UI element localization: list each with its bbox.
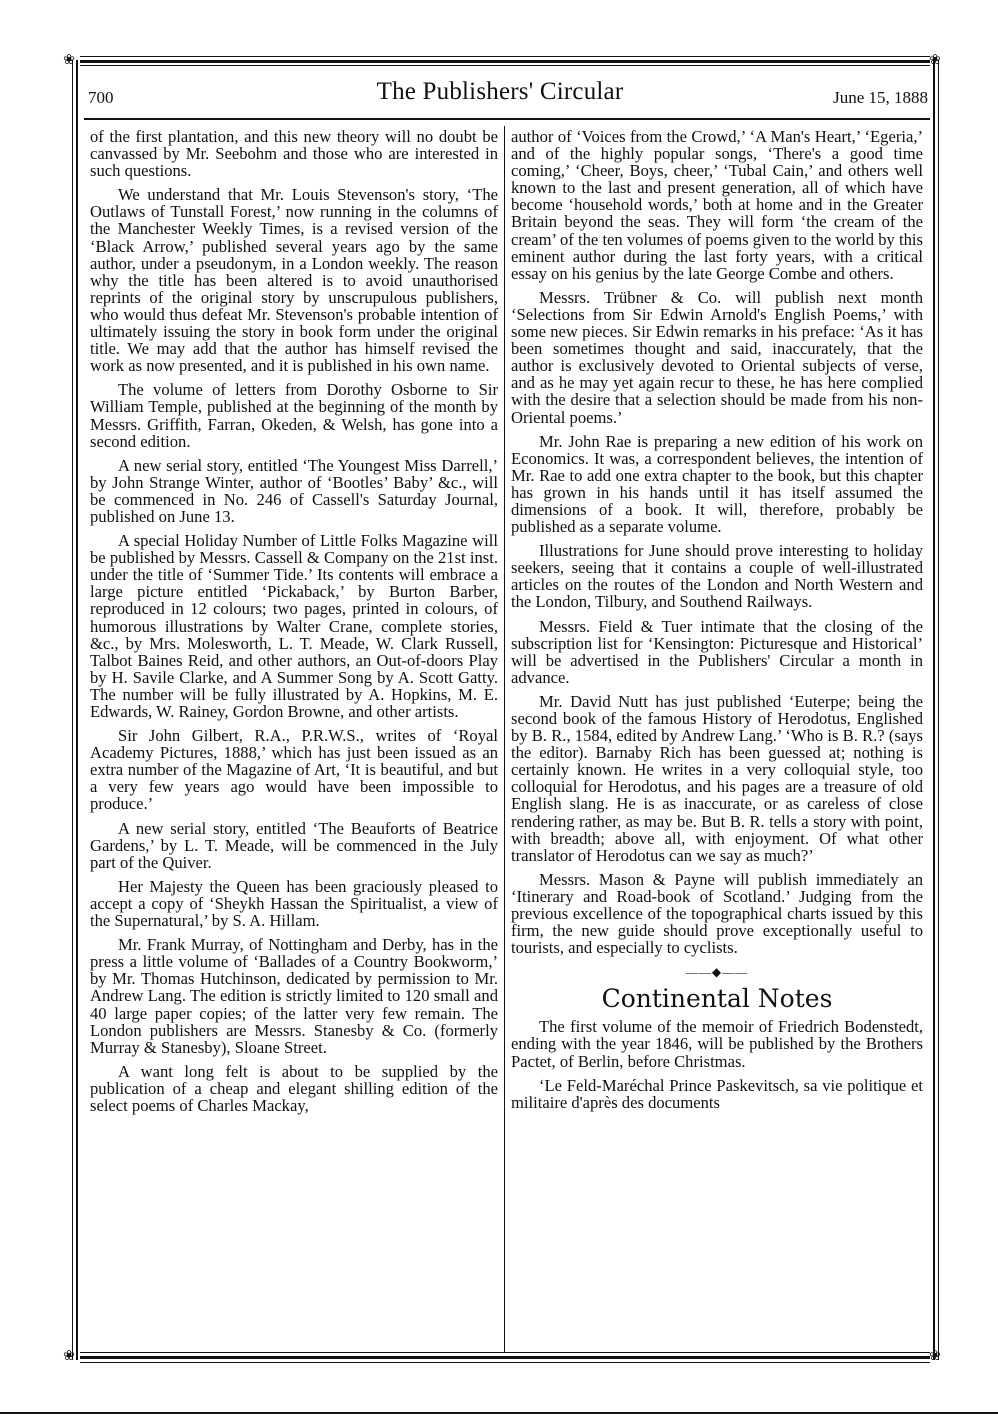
paragraph: author of ‘Voices from the Crowd,’ ‘A Man's Heart,’ ‘Egeria,’ and of the highly popular songs, ‘There's a good time coming,’ ‘Cheer, Boys, cheer,’ ‘Tubal Cain,’ and others well known to the last and present generation, all of which have become ‘household words,’ both at home and in the Greater Britain beyond the seas. They will form ‘the cream of the cream’ of the ten volumes of poems given to the world by this eminent author during the last forty years, with a critical essay on his genius by the late George Combe and others. <box>511 127 923 283</box>
right-column <box>511 128 923 1111</box>
bottom-rule <box>80 1352 930 1353</box>
section-divider: ——◆—— <box>685 965 749 980</box>
paragraph: Her Majesty the Queen has been graciously pleased to accept a copy of ‘Sheykh Hassan the Spiritualist, a view of the Supernatural,’ by S. A. Hillam. <box>90 876 498 931</box>
paragraph: Sir John Gilbert, R.A., P.R.W.S., writes of ‘Royal Academy Pictures, 1888,’ which has just been issued as an extra number of the Magazine of Art, ‘It is beautiful, and but a very few years ago would have been impossible to produce.’ <box>90 726 498 814</box>
bottom-rule-thick <box>80 1356 930 1359</box>
paragraph: The volume of letters from Dorothy Osborne to Sir William Temple, published at the beginning of the month by Messrs. Griffith, Farran, Okeden, & Welsh, has gone into a second edition. <box>90 380 498 451</box>
page-bottom-edge <box>0 1412 998 1414</box>
paragraph: Mr. David Nutt has just published ‘Euterpe; being the second book of the famous History of Herodotus, Englished by B. R., 1584, edited by Andrew Lang.’ ‘Who is B. R.? (says the editor). Barnaby Rich has been guessed at; nothing is certainly known. He writes in a very colloquial style, too colloquial for Herodotus, and his pages are a treasure of old English slang. He is as inaccurate, or as careless of close rendering rather, as may be. But B. R. tells a story with point, with breadth; above all, with enjoyment. Of what other translator of Herodotus can we say as much?’ <box>511 691 923 865</box>
corner-ornament-icon: ❀ <box>929 1349 941 1364</box>
issue-date: June 15, 1888 <box>833 88 928 107</box>
left-border-thick <box>76 60 78 1360</box>
paragraph: Messrs. Field & Tuer intimate that the closing of the subscription list for ‘Kensington: Picturesque and Historical’ will be advertised in the Publishers' Circular a month in advance. <box>511 616 923 687</box>
page-number: 700 <box>88 88 114 107</box>
top-rule-thick <box>80 60 930 63</box>
section-heading: Continental Notes <box>601 984 833 1014</box>
paragraph: of the first plantation, and this new theory will no doubt be canvassed by Mr. Seebohm and those who are interested in such questions. <box>90 127 498 181</box>
header-rule <box>84 118 930 120</box>
paragraph: Messrs. Trübner & Co. will publish next month ‘Selections from Sir Edwin Arnold's English Poems,’ with some new pieces. Sir Edwin remarks in his preface: ‘As it has been sometimes thought and said, inaccurately, that the author is exclusively devoted to Oriental subjects of verse, and as he may yet again recur to these, he has here complied with the desire that a selection should be made from his non-Oriental poems.’ <box>511 287 923 427</box>
paragraph: We understand that Mr. Louis Stevenson's story, ‘The Outlaws of Tunstall Forest,’ now running in the columns of the Manchester Weekly Times, is a revised version of the ‘Black Arrow,’ published several years ago by the same author, under a pseudonym, in a London weekly. The reason why the title has been altered is to avoid unauthorised reprints of the original story by unscrupulous publishers, who would thus defeat Mr. Stevenson's probable intention of ultimately issuing the story in book form under the original title. We may add that the author has himself revised the work as now presented, and it is published in his own name. <box>90 185 498 376</box>
top-rule <box>80 56 930 57</box>
left-border <box>72 60 73 1360</box>
column-separator <box>504 126 505 1352</box>
paragraph: ‘Le Feld-Maréchal Prince Paskevitsch, sa vie politique et militaire d'après des documents <box>511 1075 923 1112</box>
top-rule-inner <box>80 65 930 66</box>
left-column <box>90 128 498 1114</box>
paragraph: Illustrations for June should prove interesting to holiday seekers, seeing that it contains a couple of well-illustrated articles on the routes of the London and North Western and the London, Tilbury, and Southend Railways. <box>511 541 923 612</box>
paragraph: Messrs. Mason & Payne will publish immediately an ‘Itinerary and Road-book of Scotland.’ Judging from the previous excellence of the topographical charts issued by this firm, the new guide should prove exceptionally useful to tourists, and especially to cyclists. <box>511 869 923 958</box>
paragraph: A new serial story, entitled ‘The Beauforts of Beatrice Gardens,’ by L. T. Meade, will be commenced in the July part of the Quiver. <box>90 818 498 872</box>
paragraph: Mr. John Rae is preparing a new edition of his work on Economics. It was, a correspondent believes, the intention of Mr. Rae to add one extra chapter to the book, but this chapter has grown in his hands until it has itself assumed the dimensions of a book. It will, therefore, probably be published as a separate volume. <box>511 431 923 537</box>
paragraph: Mr. Frank Murray, of Nottingham and Derby, has in the press a little volume of ‘Ballades of a Country Bookworm,’ by Mr. Thomas Hutchinson, dedicated by permission to Mr. Andrew Lang. The edition is strictly limited to 120 small and 40 large paper copies; of the latter very few remain. The London publishers are Messrs. Stanesby & Co. (formerly Murray & Stanesby), Sloane Street. <box>90 935 498 1057</box>
publication-title: The Publishers' Circular <box>376 78 624 105</box>
corner-ornament-icon: ❀ <box>929 53 941 68</box>
paragraph: A new serial story, entitled ‘The Youngest Miss Darrell,’ by John Strange Winter, author of ‘Bootles’ Baby’ &c., will be commenced in No. 246 of Cassell's Saturday Journal, published on June 13. <box>90 455 498 526</box>
corner-ornament-icon: ❀ <box>63 53 75 68</box>
corner-ornament-icon: ❀ <box>63 1349 75 1364</box>
paragraph: A special Holiday Number of Little Folks Magazine will be published by Messrs. Cassell & Company on the 21st inst. under the title of ‘Summer Tide.’ Its contents will embrace a large picture entitled ‘Pickaback,’ by Burton Barber, reproduced in 12 colours; two pages, printed in colours, of humorous illustrations by Walter Crane, complete stories, &c., by Mrs. Molesworth, L. T. Meade, W. Clark Russell, Talbot Baines Reid, and other authors, an Out-of-doors Play by H. Savile Clarke, and A Summer Song by A. Scott Gatty. The number will be fully illustrated by A. Hopkins, M. E. Edwards, W. Rainey, Gordon Browne, and other artists. <box>90 531 498 721</box>
bottom-rule-inner <box>80 1362 930 1363</box>
right-border <box>938 60 939 1360</box>
paragraph: The first volume of the memoir of Friedrich Bodenstedt, ending with the year 1846, will be published by the Brothers Pactet, of Berlin, before Christmas. <box>511 1017 923 1071</box>
right-border-thick <box>933 60 935 1360</box>
paragraph: A want long felt is about to be supplied by the publication of a cheap and elegant shilling edition of the select poems of Charles Mackay, <box>90 1061 498 1115</box>
